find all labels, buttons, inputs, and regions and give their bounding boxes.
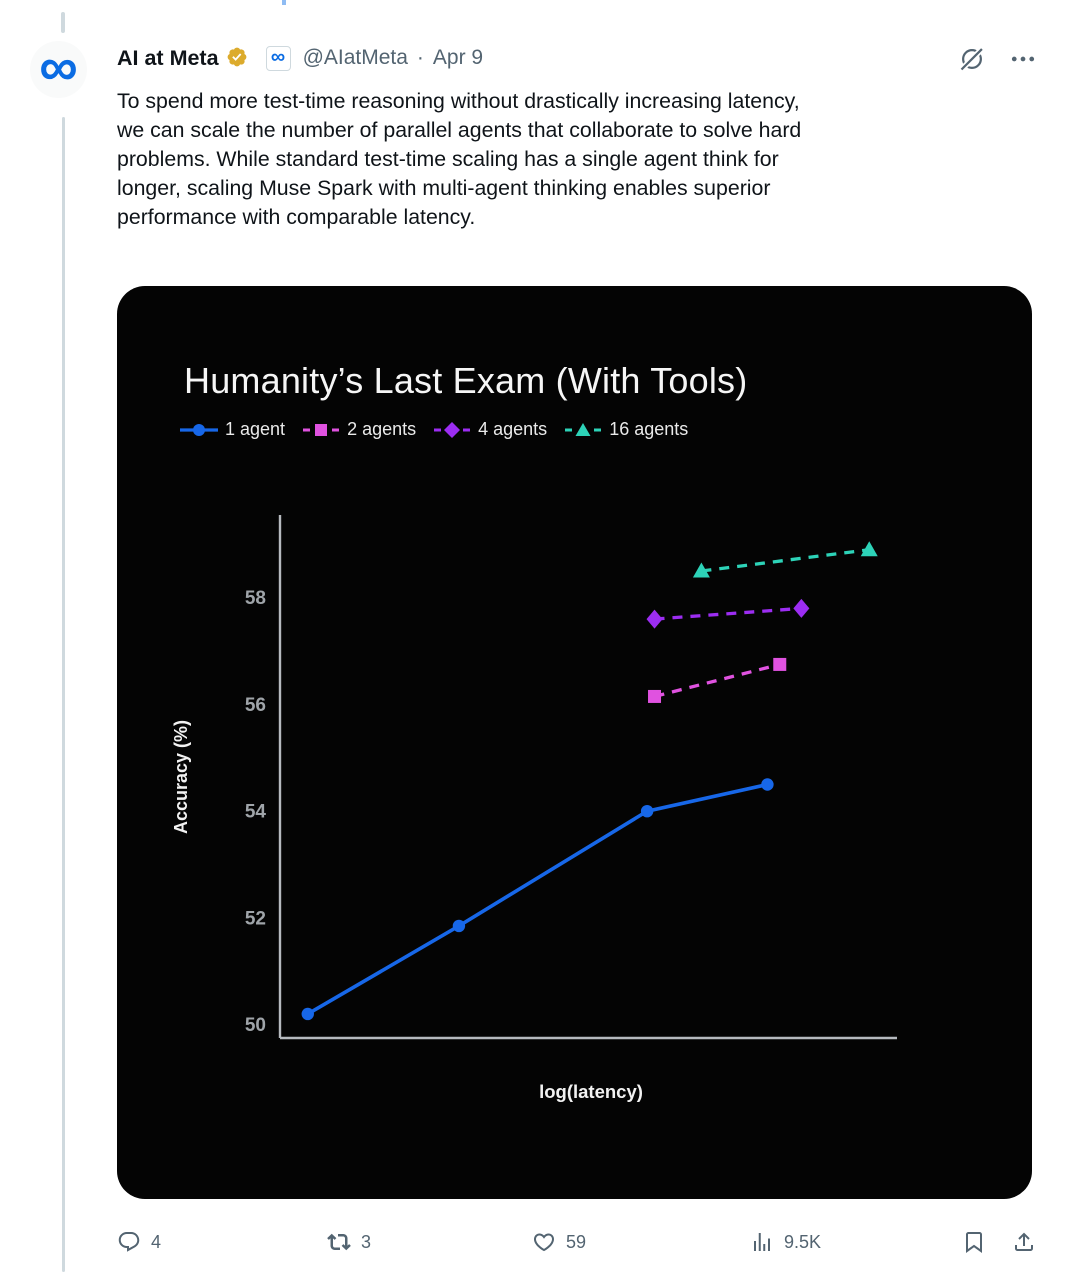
author-name[interactable]: AI at Meta	[117, 45, 219, 70]
byline-separator: ·	[416, 46, 424, 69]
view-count: 9.5K	[784, 1231, 822, 1252]
post-text	[117, 87, 1022, 232]
svg-text:58: 58	[244, 588, 266, 610]
avatar[interactable]	[30, 36, 87, 98]
like-count: 59	[566, 1231, 587, 1252]
svg-text:52: 52	[244, 908, 266, 930]
byline	[303, 46, 484, 70]
chart-media-card[interactable]	[117, 286, 1032, 1199]
views-button[interactable]	[750, 1222, 821, 1262]
like-button[interactable]	[532, 1222, 586, 1262]
share-button[interactable]	[1012, 1222, 1036, 1262]
post-text-line: problems. While standard test-time scaling has a single agent think for	[117, 147, 779, 171]
post-text-line: performance with comparable latency.	[117, 205, 476, 229]
grok-actions-button[interactable]	[958, 45, 986, 73]
meta-infinity-badge-icon: ∞	[270, 45, 286, 68]
gold-verified-badge-icon	[226, 46, 250, 70]
meta-infinity-logo-icon: ∞	[39, 36, 78, 97]
repost-count: 3	[361, 1231, 372, 1252]
thread-line-bottom	[62, 117, 65, 1272]
more-options-button[interactable]	[1008, 44, 1038, 74]
share-icon[interactable]	[1012, 1230, 1036, 1254]
legend-label: 1 agent	[225, 419, 286, 439]
reply-button[interactable]	[117, 1222, 161, 1262]
reply-icon[interactable]	[117, 1230, 141, 1254]
post-date[interactable]: Apr 9	[432, 46, 484, 69]
affiliation-badge[interactable]	[266, 46, 291, 71]
top-edge-artifact	[282, 0, 286, 5]
svg-text:50: 50	[244, 1015, 266, 1037]
legend-label: 16 agents	[609, 419, 689, 439]
author-handle[interactable]: @AIatMeta	[302, 46, 408, 69]
post-text-line: we can scale the number of parallel agents that collaborate to solve hard	[117, 118, 802, 142]
svg-text:56: 56	[244, 694, 266, 716]
thread-line-top	[61, 12, 65, 33]
repost-icon[interactable]	[327, 1230, 351, 1254]
repost-button[interactable]	[327, 1222, 371, 1262]
svg-text:log(latency): log(latency)	[539, 1081, 643, 1102]
actions-row	[0, 1222, 1080, 1262]
like-icon[interactable]	[532, 1230, 556, 1254]
plot-svg	[117, 286, 1032, 1199]
views-icon[interactable]	[750, 1230, 774, 1254]
post-header	[117, 42, 483, 74]
reply-count: 4	[151, 1231, 162, 1252]
post-text-line: To spend more test-time reasoning without drastically increasing latency,	[117, 89, 800, 113]
svg-text:Accuracy (%): Accuracy (%)	[171, 719, 191, 835]
legend-label: 4 agents	[478, 419, 548, 439]
chart-title: Humanity’s Last Exam (With Tools)	[184, 360, 748, 401]
legend-label: 2 agents	[347, 419, 417, 439]
svg-text:54: 54	[244, 801, 266, 823]
post-text-line: longer, scaling Muse Spark with multi-agent thinking enables superior	[117, 176, 771, 200]
bookmark-icon[interactable]	[962, 1230, 986, 1254]
bookmark-button[interactable]	[962, 1222, 986, 1262]
